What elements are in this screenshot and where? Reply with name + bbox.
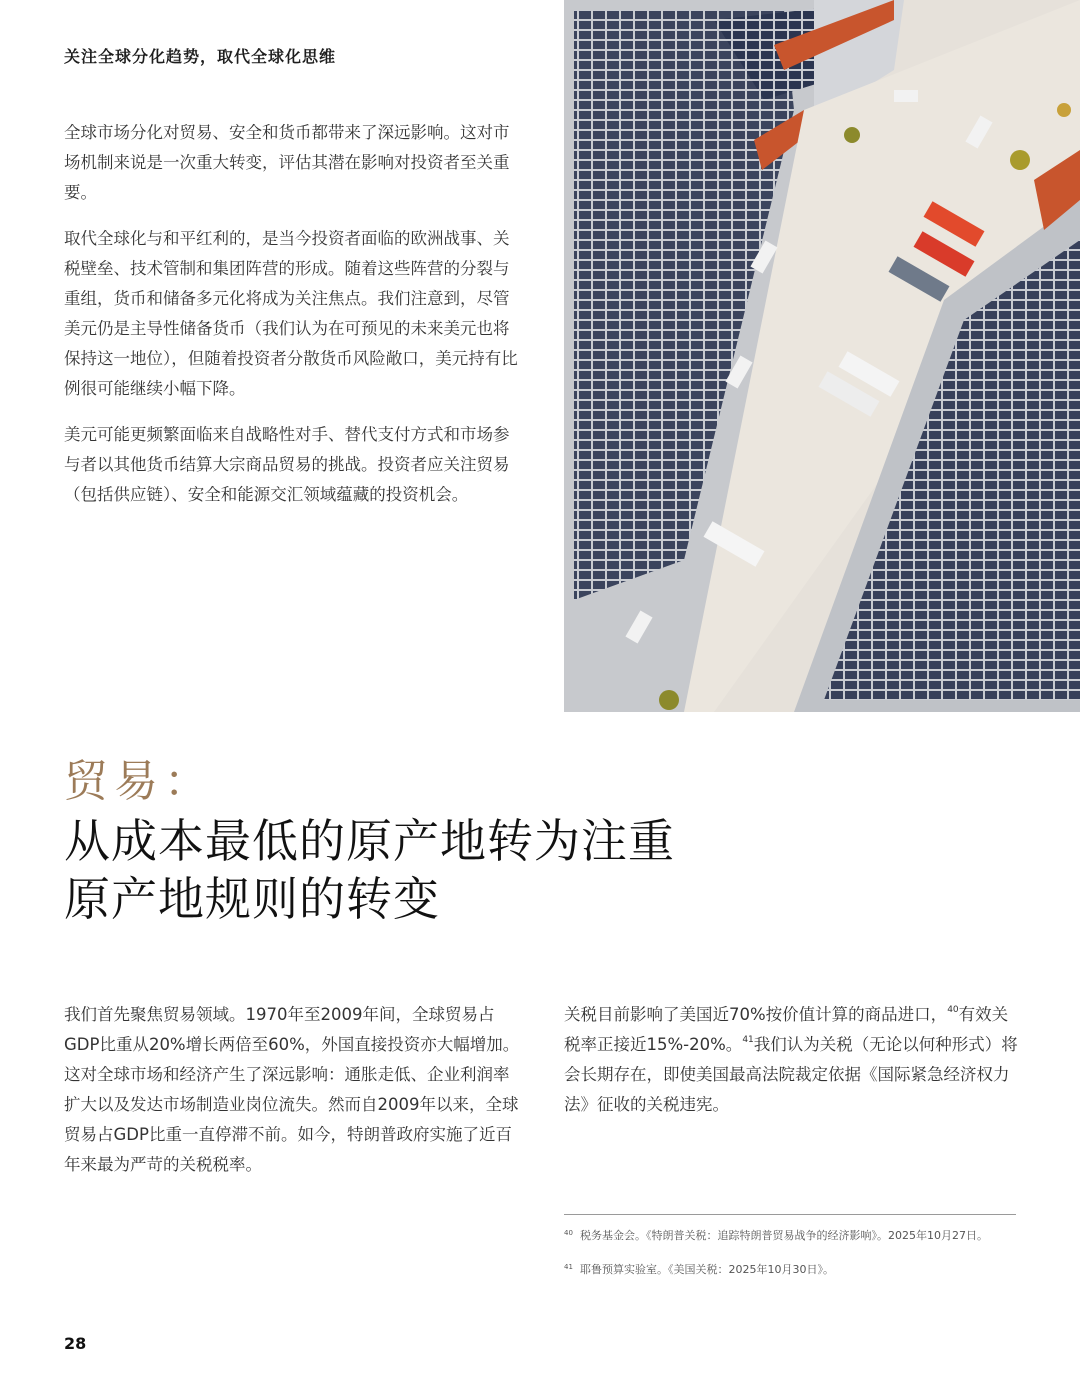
footnote-number: 41 [564,1263,573,1271]
footnote-text: 税务基金会。《特朗普关税：追踪特朗普贸易战争的经济影响》。2025年10月27日。 [580,1229,988,1242]
body-paragraph-left: 我们首先聚焦贸易领域。1970年至2009年间，全球贸易占GDP比重从20%增长两倍至60%，外国直接投资亦大幅增加。这对全球市场和经济产生了深远影响：通胀走低、企业利润率扩大以及发达市场制造业岗位流失。然而自2009年以来，全球贸易占GDP比重一直停滞不前。如今，特朗普政府实施了近百年来最为严苛的关税税率。 [64,1005,520,1174]
intro-paragraph-2: 取代全球化与和平红利的，是当今投资者面临的欧洲战事、关税壁垒、技术管制和集团阵营的形成。随着这些阵营的分裂与重组，货币和储备多元化将成为关注焦点。我们注意到，尽管美元仍是主导性储备货币（我们认为在可预见的未来美元也将保持这一地位），但随着投资者分散货币风险敞口，美元持有比例很可能继续小幅下降。 [64,229,518,398]
page-number: 28 [64,1334,87,1353]
footnote-40 [564,1226,1016,1246]
footnote-41 [564,1260,1016,1280]
footnote-ref-41[interactable]: 41 [742,1035,754,1045]
footnote-number: 40 [564,1229,573,1237]
intro-paragraph-3: 美元可能更频繁面临来自战略性对手、替代支付方式和市场参与者以其他货币结算大宗商品贸易的挑战。投资者应关注贸易（包括供应链）、安全和能源交汇领域蕴藏的投资机会。 [64,425,510,504]
aerial-warehouse-photo [564,0,1080,712]
heading-title-line-2: 原产地规则的转变 [64,872,440,926]
body-column-left [64,1000,520,1180]
body-column-right [564,1000,1020,1120]
section-label: 关注全球分化趋势，取代全球化思维 [64,47,337,66]
section-heading [64,752,1024,928]
body-paragraph-right [564,1000,1020,1120]
intro-text [64,118,520,526]
footnotes [564,1226,1016,1294]
heading-title-line-1: 从成本最低的原产地转为注重 [64,814,675,868]
footnote-divider [564,1214,1016,1215]
heading-kicker: 贸易： [64,756,214,807]
body-right-text-1: 关税目前影响了美国近70%按价值计算的商品进口， [564,1005,948,1024]
body-right-text-3: 我们认为关税（无论以何种形式）将会长期存在，即使美国最高法院裁定依据《国际紧急经济权力法》征收的关税违宪。 [564,1035,1018,1114]
footnote-ref-40[interactable]: 40 [947,1005,959,1015]
footnote-text: 耶鲁预算实验室。《美国关税：2025年10月30日》。 [580,1263,834,1276]
intro-paragraph-1: 全球市场分化对贸易、安全和货币都带来了深远影响。这对市场机制来说是一次重大转变，评估其潜在影响对投资者至关重要。 [64,123,510,202]
body-right-text-2: 有效关税率正接近15%-20%。 [564,1005,1009,1054]
